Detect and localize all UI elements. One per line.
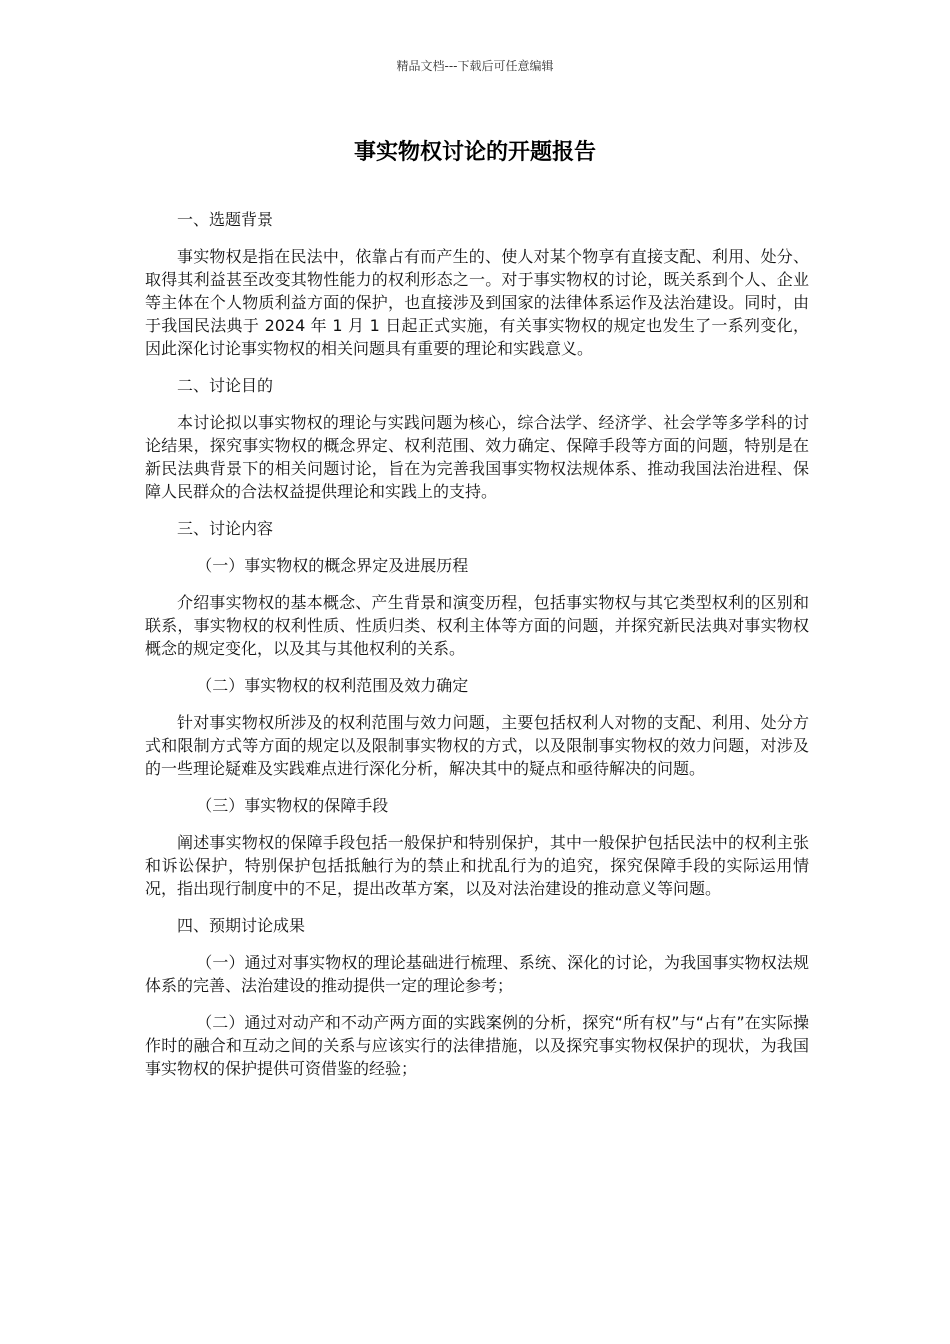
purpose-paragraph: 本讨论拟以事实物权的理论与实践问题为核心，综合法学、经济学、社会学等多学科的讨论结果，探究事实物权的概念界定、权利范围、效力确定、保障手段等方面的问题，特别是在新民法典背景下的相关问题讨论，旨在为完善我国事实物权法规体系、推动我国法治进程、保障人民群众的合法权益提供理论和实践上的支持。 bbox=[145, 413, 809, 501]
background-paragraph: 事实物权是指在民法中，依靠占有而产生的、使人对某个物享有直接支配、利用、处分、取得其利益甚至改变其物性能力的权利形态之一。对于事实物权的讨论，既关系到个人、企业等主体在个人物质利益方面的保护，也直接涉及到国家的法律体系运作及法治建设。同时，由于我国民法典于 2024 年 1 月 1 日起正式实施，有关事实物权的规定也发生了一系列变化，因此深化讨论事实物权的相关问题具有重要的理论和实践意义。 bbox=[145, 247, 809, 358]
document-body bbox=[145, 208, 809, 1094]
scope-paragraph: 针对事实物权所涉及的权利范围与效力问题，主要包括权利人对物的支配、利用、处分方式和限制方式等方面的规定以及限制事实物权的方式，以及限制事实物权的效力问题，对涉及的一些理论疑难及实践难点进行深化分析，解决其中的疑点和亟待解决的问题。 bbox=[145, 713, 809, 778]
outcome-item-1: （一）通过对事实物权的理论基础进行梳理、系统、深化的讨论，为我国事实物权法规体系的完善、法治建设的推动提供一定的理论参考； bbox=[145, 953, 809, 995]
subsection-heading-protection: （三）事实物权的保障手段 bbox=[196, 796, 389, 815]
concept-paragraph: 介绍事实物权的基本概念、产生背景和演变历程，包括事实物权与其它类型权利的区别和联系，事实物权的权利性质、性质归类、权利主体等方面的问题，并探究新民法典对事实物权概念的规定变化，以及其与其他权利的关系。 bbox=[145, 593, 809, 658]
document-title: 事实物权讨论的开题报告 bbox=[353, 140, 596, 165]
protection-paragraph: 阐述事实物权的保障手段包括一般保护和特别保护，其中一般保护包括民法中的权利主张和诉讼保护，特别保护包括抵触行为的禁止和扰乱行为的追究，探究保障手段的实际运用情况，指出现行制度中的不足，提出改革方案，以及对法治建设的推动意义等问题。 bbox=[145, 833, 809, 898]
section-heading-background: 一、选题背景 bbox=[177, 210, 274, 229]
section-heading-purpose: 二、讨论目的 bbox=[177, 376, 274, 395]
subsection-heading-concept: （一）事实物权的概念界定及进展历程 bbox=[196, 556, 469, 575]
page-header-note: 精品文档---下载后可任意编辑 bbox=[396, 59, 554, 73]
outcome-item-2: （二）通过对动产和不动产两方面的实践案例的分析，探究“所有权”与“占有”在实际操作时的融合和互动之间的关系与应该实行的法律措施，以及探究事实物权保护的现状，为我国事实物权的保护提供可资借鉴的经验； bbox=[145, 1013, 809, 1078]
section-heading-outcomes: 四、预期讨论成果 bbox=[177, 916, 306, 935]
section-heading-content: 三、讨论内容 bbox=[177, 519, 274, 538]
subsection-heading-scope: （二）事实物权的权利范围及效力确定 bbox=[196, 676, 469, 695]
